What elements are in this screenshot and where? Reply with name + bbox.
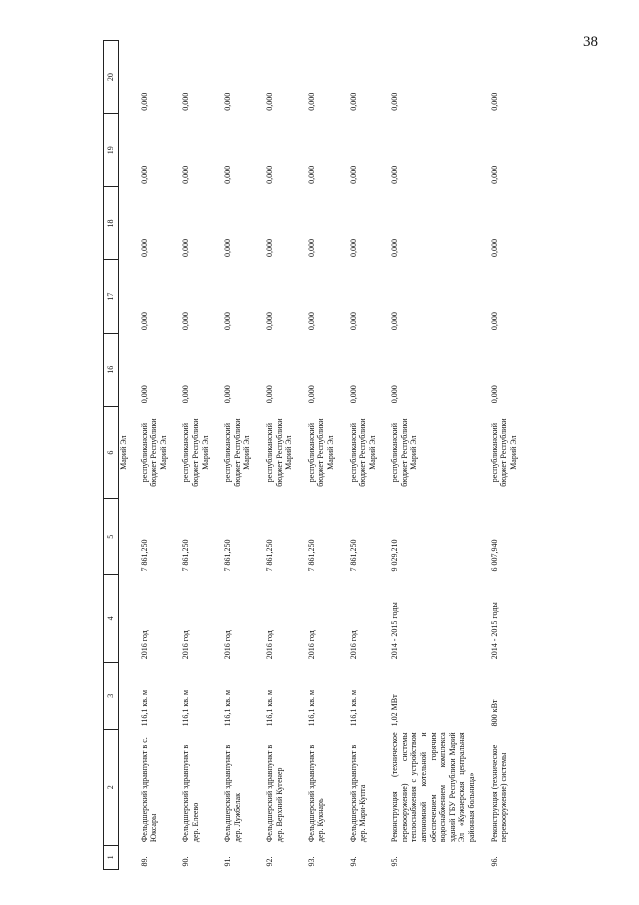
object-name: Реконструкция (техническое перевооружение) системы теплоснабжения с устройством автономной котельной и обеспечением горячим водоснабжением комплекса зданий ГБУ Республики Марий Эл «Кужнерская центральная районная больница» bbox=[390, 732, 477, 843]
header-cell: 2 bbox=[104, 729, 119, 845]
row-number: 95. bbox=[390, 856, 400, 867]
value-col-20: 0,000 bbox=[264, 92, 274, 111]
value-col-20: 0,000 bbox=[139, 92, 149, 111]
row-number: 92. bbox=[264, 856, 274, 867]
value-col-16: 0,000 bbox=[181, 385, 191, 404]
period: 2016 год bbox=[139, 630, 149, 660]
total-cost: 7 861,250 bbox=[139, 539, 149, 572]
value-col-19: 0,000 bbox=[390, 165, 400, 184]
value-col-18: 0,000 bbox=[390, 239, 400, 257]
row-number: 96. bbox=[489, 856, 499, 867]
header-cell: 4 bbox=[104, 575, 119, 663]
table-row bbox=[174, 41, 216, 870]
object-name: Фельдшерский здравпункт в дер. Кукнарь bbox=[306, 744, 326, 843]
object-name: Реконструкция (техническое перевооружение) системы bbox=[489, 744, 509, 843]
capacity: 116,1 кв. м bbox=[139, 689, 149, 727]
header-cell: 18 bbox=[104, 187, 119, 260]
value-col-19: 0,000 bbox=[348, 165, 358, 184]
period: 2016 год bbox=[264, 630, 274, 660]
header-cell: 1 bbox=[104, 845, 119, 869]
value-col-19: 0,000 bbox=[181, 165, 191, 184]
value-col-19: 0,000 bbox=[264, 165, 274, 184]
capacity: 116,1 кв. м bbox=[306, 689, 316, 727]
value-col-17: 0,000 bbox=[139, 312, 149, 331]
value-col-16: 0,000 bbox=[306, 385, 316, 404]
object-name: Фельдшерский здравпункт в дер. Лужбелак bbox=[223, 744, 242, 843]
value-col-20: 0,000 bbox=[181, 92, 191, 111]
value-col-17: 0,000 bbox=[306, 312, 316, 331]
value-col-17: 0,000 bbox=[390, 312, 400, 331]
row-number: 93. bbox=[306, 856, 316, 867]
total-cost: 6 007,940 bbox=[489, 539, 499, 572]
object-name: Фельдшерский здравпункт в дер. Мари-Купта bbox=[348, 744, 368, 843]
value-col-16: 0,000 bbox=[390, 385, 400, 404]
header-cell: 20 bbox=[104, 41, 119, 114]
capacity: 116,1 кв. м bbox=[181, 689, 191, 727]
row-number: 90. bbox=[181, 856, 191, 867]
capacity: 800 кВт bbox=[489, 699, 499, 727]
table-body bbox=[119, 41, 525, 870]
funding-source: республиканский бюджет Республики Марий Эл bbox=[223, 418, 252, 487]
value-col-16: 0,000 bbox=[348, 385, 358, 404]
value-col-20: 0,000 bbox=[223, 92, 233, 111]
funding-source: республиканский бюджет Республики Марий Эл bbox=[390, 418, 419, 487]
value-col-19: 0,000 bbox=[139, 165, 149, 184]
table-row bbox=[300, 41, 342, 870]
header-cell: 19 bbox=[104, 114, 119, 187]
funding-source: республиканский бюджет Республики Марий Эл bbox=[181, 418, 210, 487]
period: 2016 год bbox=[306, 630, 316, 660]
value-col-20: 0,000 bbox=[489, 92, 499, 111]
continuation-row bbox=[119, 41, 133, 870]
value-col-16: 0,000 bbox=[139, 385, 149, 404]
capacity: 1,02 МВт bbox=[390, 694, 400, 727]
value-col-18: 0,000 bbox=[223, 239, 233, 257]
value-col-18: 0,000 bbox=[306, 239, 316, 257]
period: 2016 год bbox=[181, 630, 191, 660]
header-cell: 17 bbox=[104, 260, 119, 333]
value-col-18: 0,000 bbox=[264, 239, 274, 257]
table-row bbox=[483, 41, 525, 870]
value-col-20: 0,000 bbox=[390, 92, 400, 111]
total-cost: 9 029,210 bbox=[390, 539, 400, 572]
value-col-18: 0,000 bbox=[181, 239, 191, 257]
table-row bbox=[133, 41, 175, 870]
funding-source: республиканский бюджет Республики Марий Эл bbox=[139, 418, 168, 487]
capacity: 116,1 кв. м bbox=[264, 689, 274, 727]
table-row bbox=[216, 41, 258, 870]
value-col-18: 0,000 bbox=[348, 239, 358, 257]
period: 2016 год bbox=[223, 630, 233, 660]
value-col-17: 0,000 bbox=[181, 312, 191, 331]
period: 2014 - 2015 годы bbox=[390, 602, 400, 660]
period: 2016 год bbox=[348, 630, 358, 660]
object-name: Фельдшерский здравпункт в дер. Верхний Кугенер bbox=[264, 744, 284, 843]
total-cost: 7 861,250 bbox=[223, 539, 233, 572]
value-col-19: 0,000 bbox=[306, 165, 316, 184]
table-header-row bbox=[104, 41, 119, 870]
header-cell: 16 bbox=[104, 333, 119, 406]
value-col-19: 0,000 bbox=[489, 165, 499, 184]
header-cell: 3 bbox=[104, 662, 119, 729]
page-number: 38 bbox=[583, 34, 598, 50]
total-cost: 7 861,250 bbox=[348, 539, 358, 572]
value-col-16: 0,000 bbox=[264, 385, 274, 404]
total-cost: 7 861,250 bbox=[264, 539, 274, 572]
value-col-18: 0,000 bbox=[489, 239, 499, 257]
object-name: Фельдшерский здравпункт в с. Юксары bbox=[139, 737, 159, 843]
value-col-17: 0,000 bbox=[223, 312, 233, 331]
table-row bbox=[342, 41, 384, 870]
table-row bbox=[258, 41, 300, 870]
value-col-17: 0,000 bbox=[489, 312, 499, 331]
total-cost: 7 861,250 bbox=[181, 539, 191, 572]
value-col-16: 0,000 bbox=[223, 385, 233, 404]
program-table bbox=[103, 40, 524, 870]
row-number: 94. bbox=[348, 856, 358, 867]
total-cost: 7 861,250 bbox=[306, 539, 316, 572]
rotated-page-content bbox=[103, 40, 583, 870]
value-col-20: 0,000 bbox=[348, 92, 358, 111]
funding-source: республиканский бюджет Республики Марий Эл bbox=[306, 418, 335, 487]
header-cell: 6 bbox=[104, 406, 119, 499]
capacity: 116,1 кв. м bbox=[223, 689, 233, 727]
value-col-17: 0,000 bbox=[264, 312, 274, 331]
capacity: 116,1 кв. м bbox=[348, 689, 358, 727]
value-col-19: 0,000 bbox=[223, 165, 233, 184]
object-name: Фельдшерский здравпункт в дер. Елеево bbox=[181, 744, 200, 843]
period: 2014 - 2015 годы bbox=[489, 602, 499, 660]
value-col-17: 0,000 bbox=[348, 312, 358, 331]
funding-source: республиканский бюджет Республики Марий Эл bbox=[264, 418, 294, 487]
value-col-18: 0,000 bbox=[139, 239, 149, 257]
row-number: 89. bbox=[139, 856, 149, 867]
funding-source: республиканский бюджет Республики Марий Эл bbox=[489, 418, 518, 487]
row-number: 91. bbox=[223, 856, 233, 867]
value-col-20: 0,000 bbox=[306, 92, 316, 111]
funding-source: республиканский бюджет Республики Марий Эл bbox=[348, 418, 377, 487]
table-row bbox=[383, 41, 482, 870]
continuation-text: Марий Эл bbox=[119, 435, 128, 470]
header-cell: 5 bbox=[104, 499, 119, 575]
value-col-16: 0,000 bbox=[489, 385, 499, 404]
